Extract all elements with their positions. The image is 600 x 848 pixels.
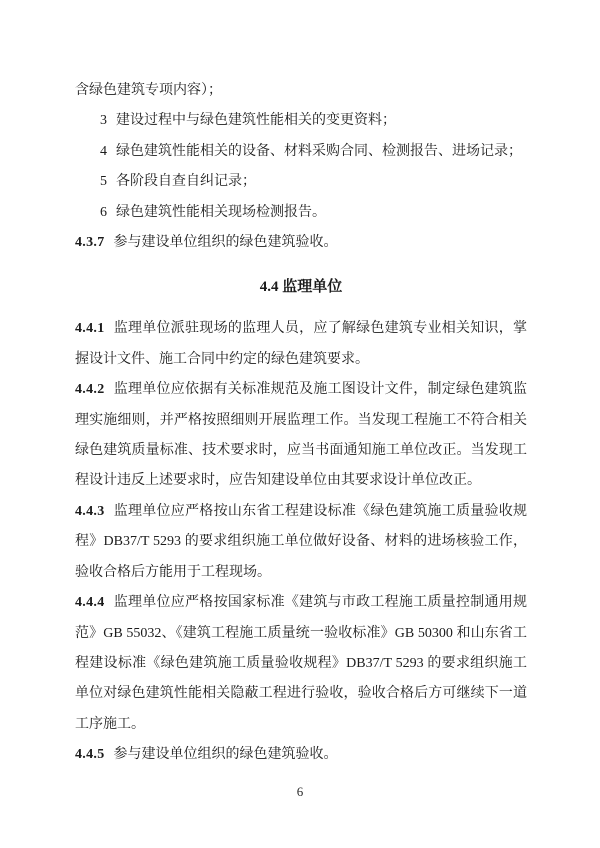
list-item-6 <box>75 198 527 228</box>
list-item-text: 绿色建筑性能相关的设备、材料采购合同、检测报告、进场记录； <box>116 143 522 159</box>
clause-4-4-1 <box>75 314 527 375</box>
clause-4-4-2 <box>75 375 527 497</box>
list-item-number: 5 <box>100 174 107 190</box>
page-number: 6 <box>296 784 304 799</box>
clause-number: 4.3.7 <box>75 235 105 251</box>
clause-text: 监理单位派驻现场的监理人员，应了解绿色建筑专业相关知识，掌握设计文件、施工合同中约定的绿色建筑要求。 <box>75 321 527 367</box>
list-item-text: 建设过程中与绿色建筑性能相关的变更资料； <box>116 113 396 129</box>
list-item-number: 6 <box>100 204 107 220</box>
clause-text: 监理单位应严格按国家标准《建筑与市政工程施工质量控制通用规范》GB 55032、《建筑工程施工质量统一验收标准》GB 50300 和山东省工程建设标准《绿色建筑施工质量验收规程》DB37/T 5293 的要求组织施工单位对绿色建筑性能相关隐蔽工程进行验收，验收合格后方可继续下一道工序施工。 <box>75 595 527 732</box>
continuation-text: 含绿色建筑专项内容）； <box>75 83 222 98</box>
clause-text: 参与建设单位组织的绿色建筑验收。 <box>113 747 338 763</box>
body-text <box>75 76 527 771</box>
list-item-5 <box>75 167 527 197</box>
clause-4-4-3 <box>75 497 527 588</box>
clause-text: 监理单位应依据有关标准规范及施工图设计文件，制定绿色建筑监理实施细则，并严格按照细则开展监理工作。当发现工程施工不符合相关绿色建筑质量标准、技术要求时，应当书面通知施工单位改正。当发现工程设计违反上述要求时，应告知建设单位由其要求设计单位改正。 <box>75 382 527 489</box>
list-item-text: 各阶段自查自纠记录； <box>116 174 256 190</box>
list-item-4 <box>75 137 527 167</box>
list-item-number: 4 <box>100 143 107 159</box>
clause-4-4-5 <box>75 740 527 770</box>
clause-number: 4.4.3 <box>75 503 105 519</box>
section-heading: 4.4 监理单位 <box>259 279 343 296</box>
clause-number: 4.4.5 <box>75 747 105 763</box>
clause-number: 4.4.1 <box>75 321 105 337</box>
clause-text: 参与建设单位组织的绿色建筑验收。 <box>113 235 338 251</box>
clause-number: 4.4.2 <box>75 382 105 398</box>
clause-4-4-4 <box>75 588 527 740</box>
paragraph-continuation <box>75 76 527 106</box>
list-item-number: 3 <box>100 113 107 129</box>
clause-text: 监理单位应严格按山东省工程建设标准《绿色建筑施工质量验收规程》DB37/T 5293 的要求组织施工单位做好设备、材料的进场核验工作，验收合格后方能用于工程现场。 <box>75 503 527 580</box>
list-item-text: 绿色建筑性能相关现场检测报告。 <box>116 204 326 220</box>
list-item-3 <box>75 106 527 136</box>
clause-4-3-7 <box>75 228 527 258</box>
clause-number: 4.4.4 <box>75 595 105 611</box>
